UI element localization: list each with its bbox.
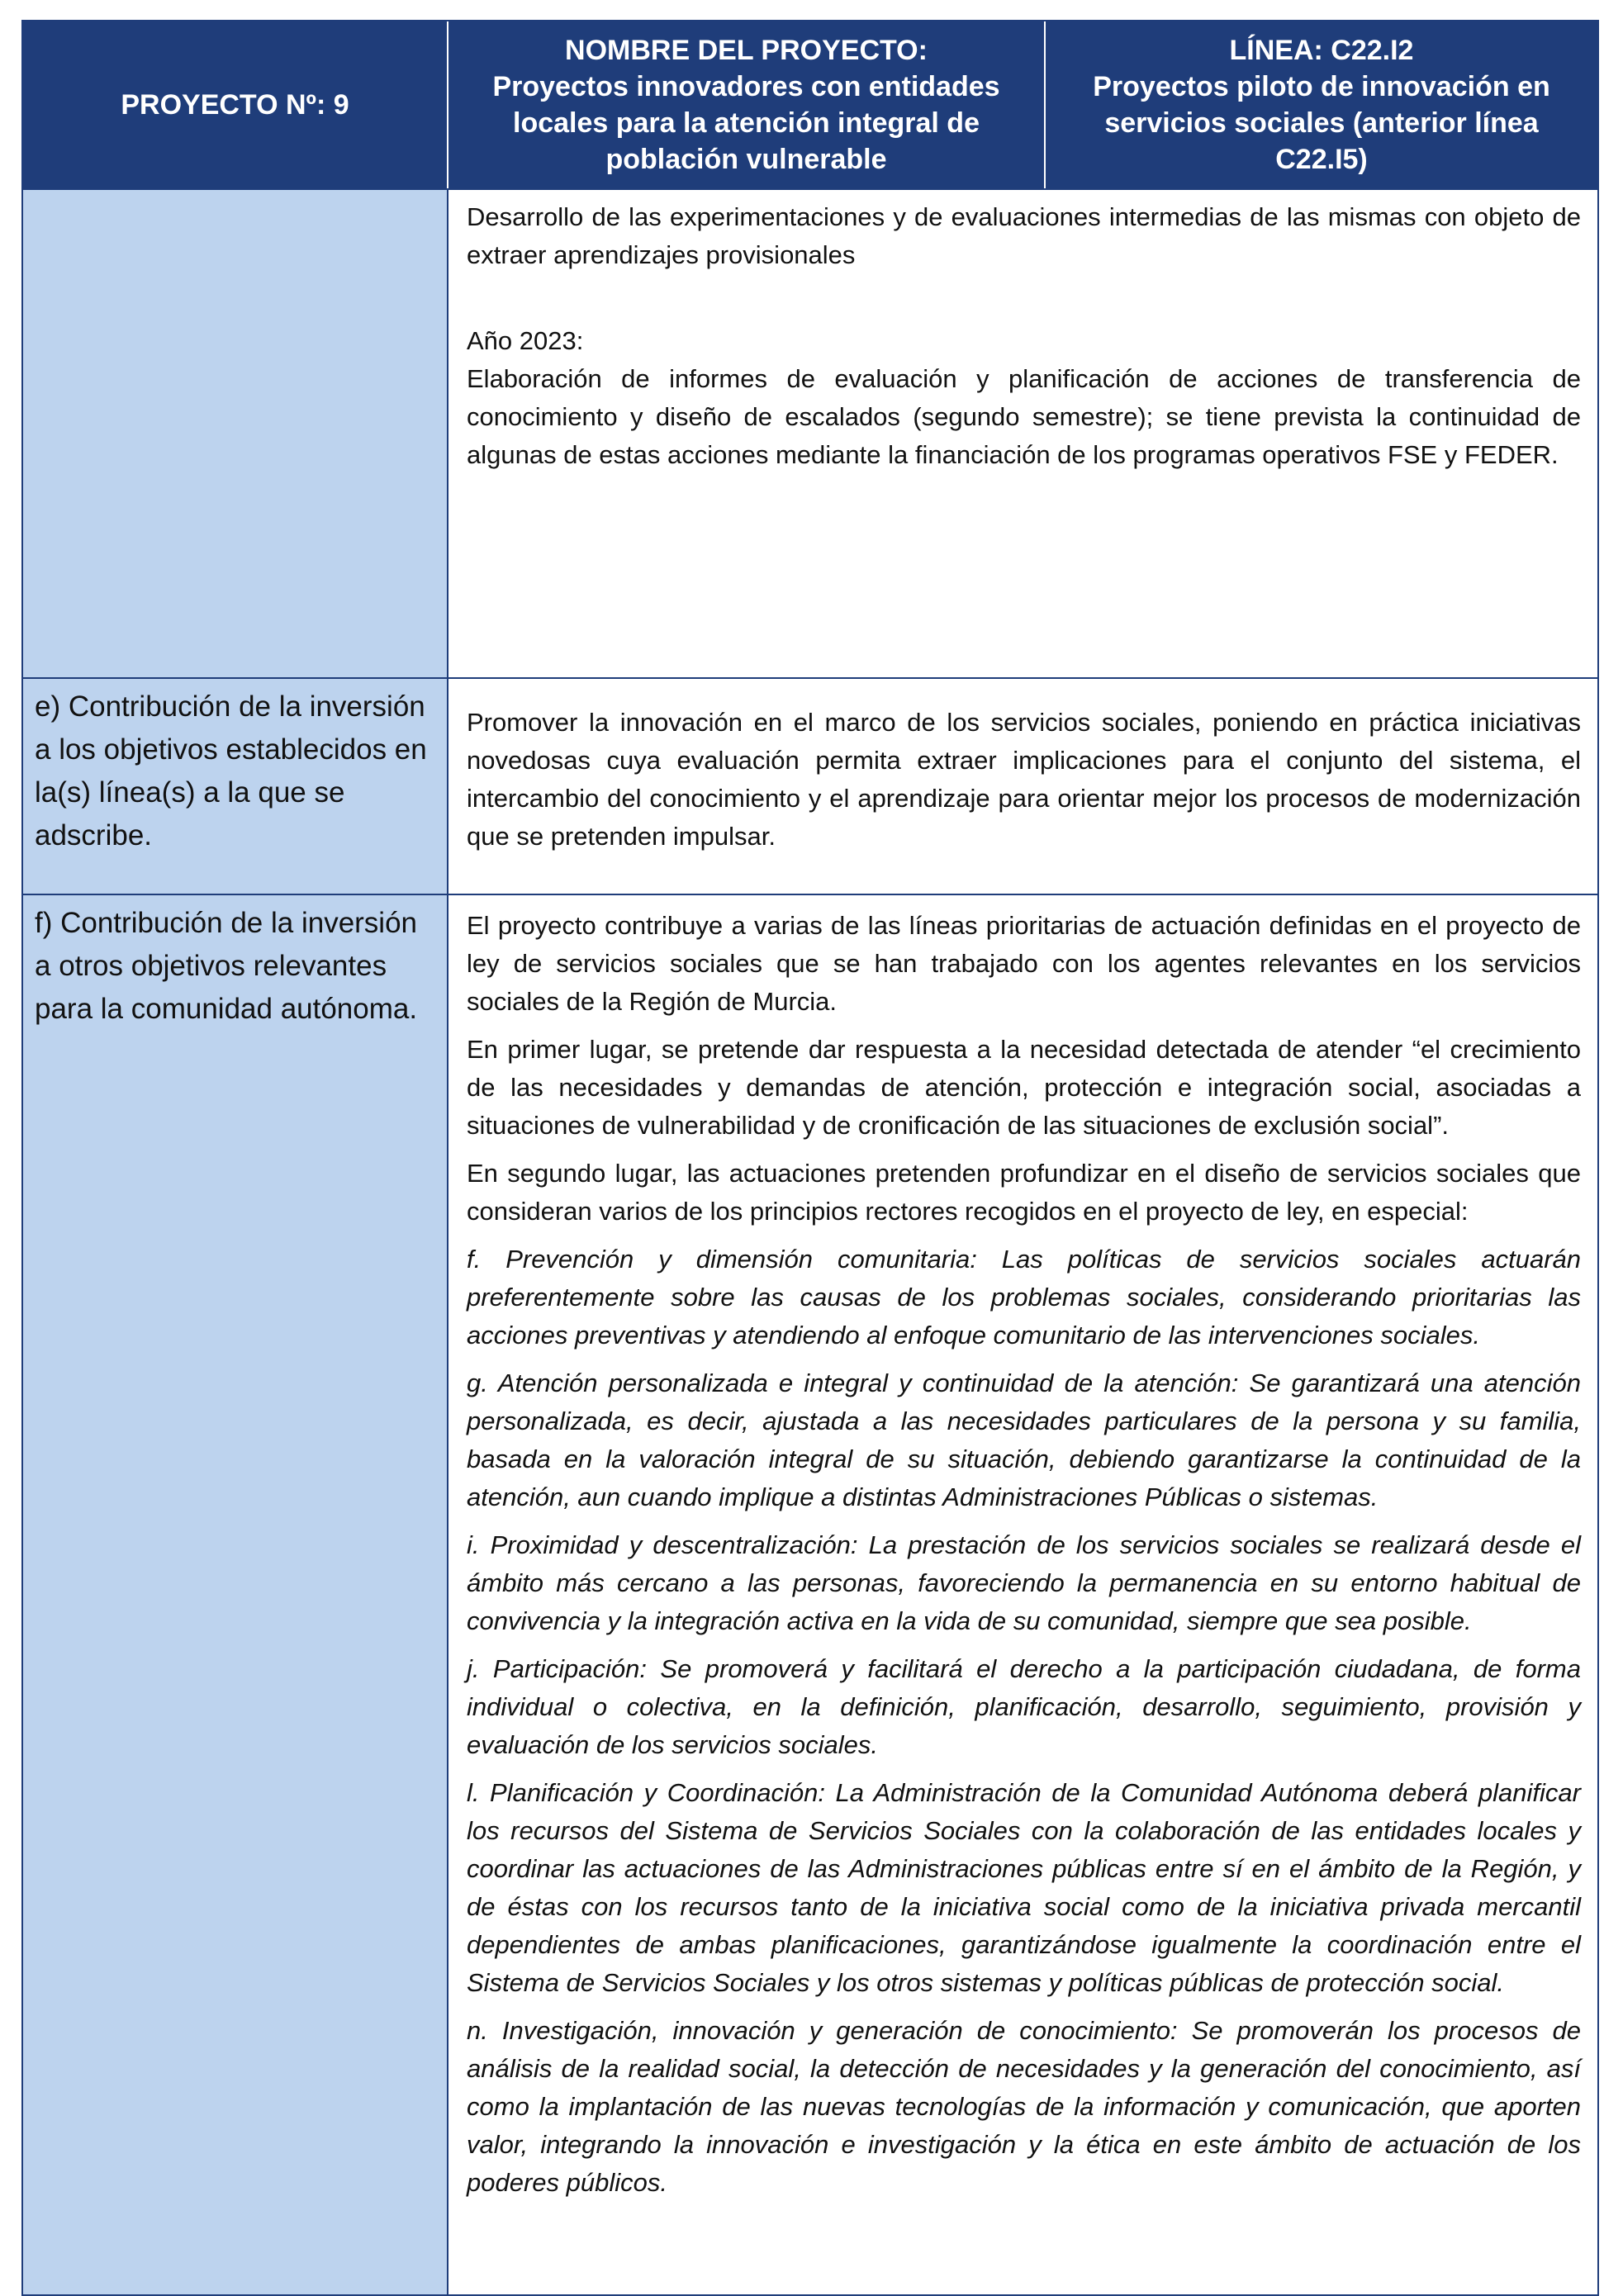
project-line-value: Proyectos piloto de innovación en servicios sociales (anterior línea C22.I5) bbox=[1093, 71, 1550, 175]
principle-item: g. Atención personalizada e integral y continuidad de la atención: Se garantizará una atención personalizada, es decir, ajustada a las necesidades particulares de la persona y su familia, basada en la valoración integral de su situación, debiendo garantizarse la continuidad de la atención, aun cuando implique a distintas Administraciones Públicas o sistemas. bbox=[467, 1369, 1581, 1511]
paragraph: Promover la innovación en el marco de los servicios sociales, poniendo en práctica iniciativas novedosas cuya evaluación permita extraer implicaciones para el conjunto del sistema, el intercambio del conocimiento y el aprendizaje para orientar mejor los procesos de modernización que se pretenden impulsar. bbox=[467, 708, 1581, 851]
principle-item: l. Planificación y Coordinación: La Administración de la Comunidad Autónoma deberá planificar los recursos del Sistema de Servicios Sociales con la colaboración de las entidades locales y coordinar las actuaciones de las Administraciones públicas entre sí en el ámbito de la Región, y de éstas con los recursos tanto de la iniciativa social como de la iniciativa privada mercantil dependientes de ambas planificaciones, garantizándose igualmente la coordinación entre el Sistema de Servicios Sociales y los otros sistemas y políticas públicas de protección social. bbox=[467, 1778, 1581, 1997]
principle-item: j. Participación: Se promoverá y facilitará el derecho a la participación ciudadana, de forma individual o colectiva, en la definición, planificación, desarrollo, seguimiento, provisión y evaluación de los servicios sociales. bbox=[467, 1654, 1581, 1759]
principle-item: f. Prevención y dimensión comunitaria: Las políticas de servicios sociales actuarán preferentemente sobre las causas de los problemas sociales, considerando prioritarias las acciones preventivas y atendiendo al enfoque comunitario de las intervenciones sociales. bbox=[467, 1245, 1581, 1350]
principle-item: i. Proximidad y descentralización: La prestación de los servicios sociales se realizará desde el ámbito más cercano a las personas, favoreciendo la permanencia en su entorno habitual de convivencia y la integración activa en la vida de su comunidad, siempre que sea posible. bbox=[467, 1530, 1581, 1635]
table-header bbox=[21, 20, 1599, 190]
project-number-text: PROYECTO Nº: 9 bbox=[121, 89, 349, 121]
project-name-value: Proyectos innovadores con entidades locales para la atención integral de población vulnerable bbox=[492, 71, 1000, 175]
project-line-label: LÍNEA: C22.I2 bbox=[1229, 35, 1414, 66]
paragraph: Desarrollo de las experimentaciones y de evaluaciones intermedias de las mismas con objeto de extraer aprendizajes provisionales bbox=[467, 202, 1581, 269]
table-row bbox=[21, 895, 1599, 2296]
project-name-label: NOMBRE DEL PROYECTO: bbox=[565, 35, 928, 66]
paragraph: Elaboración de informes de evaluación y planificación de acciones de transferencia de conocimiento y diseño de escalados (segundo semestre); se tiene prevista la continuidad de algunas de estas acciones mediante la financiación de los programas operativos FSE y FEDER. bbox=[467, 364, 1581, 469]
project-table bbox=[21, 20, 1599, 2296]
table-row bbox=[21, 679, 1599, 895]
project-number bbox=[23, 21, 448, 188]
table-row bbox=[21, 190, 1599, 679]
row-content bbox=[448, 895, 1597, 2294]
paragraph: En primer lugar, se pretende dar respuesta a la necesidad detectada de atender “el crecimiento de las necesidades y demandas de atención, protección e integración social, asociadas a situaciones de vulnerabilidad y de cronificación de las situaciones de exclusión social”. bbox=[467, 1035, 1581, 1140]
row-label: e) Contribución de la inversión a los objetivos establecidos en la(s) línea(s) a la que se adscribe. bbox=[23, 679, 448, 894]
row-label: f) Contribución de la inversión a otros objetivos relevantes para la comunidad autónoma. bbox=[23, 895, 448, 2294]
project-line-cell bbox=[1046, 21, 1597, 188]
paragraph: El proyecto contribuye a varias de las líneas prioritarias de actuación definidas en el proyecto de ley de servicios sociales que se han trabajado con los agentes relevantes en los servicios sociales de la Región de Murcia. bbox=[467, 911, 1581, 1016]
principle-item: n. Investigación, innovación y generación de conocimiento: Se promoverán los procesos de análisis de la realidad social, la detección de necesidades y la generación del conocimiento, así como la implantación de las nuevas tecnologías de la información y comunicación, que aporten valor, integrando la innovación e investigación y la ética en este ámbito de actuación de los poderes públicos. bbox=[467, 2016, 1581, 2197]
project-name-cell bbox=[448, 21, 1046, 188]
row-label bbox=[23, 190, 448, 677]
row-content bbox=[448, 679, 1597, 894]
row-content bbox=[448, 190, 1597, 677]
year-heading: Año 2023: bbox=[467, 326, 584, 355]
paragraph: En segundo lugar, las actuaciones pretenden profundizar en el diseño de servicios sociales que consideran varios de los principios rectores recogidos en el proyecto de ley, en especial: bbox=[467, 1159, 1581, 1226]
